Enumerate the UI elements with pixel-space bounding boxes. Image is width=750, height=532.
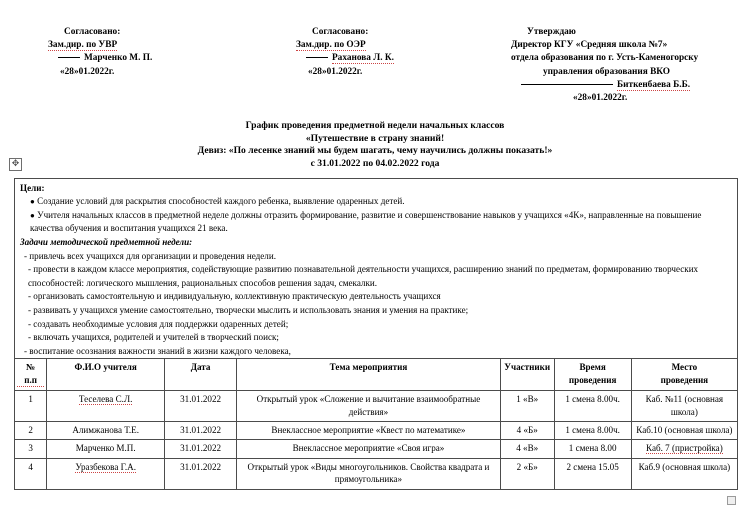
table-resize-handle[interactable]: [727, 496, 736, 505]
approval-right-person-text: Биткенбаева Б.Б.: [617, 79, 691, 90]
column-header-place-label: Место: [671, 362, 698, 373]
approval-middle-position-text: Зам.дир. по ОЭР: [296, 40, 366, 51]
approval-left-date: «28»01.2022г.: [60, 66, 115, 77]
goal-item-text: Учителя начальных классов в предметной неделе должны отразить формирование, развитие и совершенствование навыков у учащихся «4К», направленные на повышение качества обучения и воспитания учащихся 21 века.: [30, 209, 702, 234]
task-item: - включать учащихся, родителей и учителей в творческий поиск;: [28, 332, 279, 343]
cell-teacher: Марченко М.П.: [47, 440, 165, 458]
column-header-time-label: Время: [579, 362, 606, 373]
approval-middle-date: «28»01.2022г.: [308, 66, 363, 77]
cell-participants: 4 «Б»: [500, 421, 554, 439]
schedule-table: [14, 358, 738, 489]
cell-participants: 1 «В»: [500, 391, 554, 422]
cell-date: 31.01.2022: [165, 391, 237, 422]
goal-item-text: Создание условий для раскрытия способностей каждого ребенка, выявление одаренных детей.: [37, 196, 405, 207]
title-period: с 31.01.2022 по 04.02.2022 года: [310, 158, 440, 169]
cell-theme: Открытый урок «Виды многоугольников. Свойства квадрата и прямоугольника»: [237, 458, 501, 489]
column-header-time-sub: проведения: [568, 374, 617, 385]
cell-number: 2: [15, 421, 47, 439]
approval-middle-person-text: Раханова Л. К.: [332, 53, 394, 64]
goals-tasks-box: [14, 178, 738, 359]
cell-number: 4: [15, 458, 47, 489]
approval-right-date: «28»01.2022г.: [573, 93, 628, 104]
column-header-date-label: Дата: [190, 362, 211, 373]
cell-place-text: Каб. 7 (пристройка): [646, 443, 723, 454]
goal-item: [20, 195, 732, 209]
approval-header: [0, 0, 750, 105]
approval-left-title: Согласовано:: [64, 27, 121, 37]
table-header-row: [15, 359, 738, 391]
cell-time: 1 смена 8.00ч.: [554, 421, 631, 439]
title-line-1: График проведения предметной недели начальных классов: [245, 120, 505, 132]
title-motto: Девиз: «По лесенке знаний мы будем шагать, чему научились должны показать!»: [197, 145, 553, 157]
approval-left-position: [48, 39, 260, 52]
column-header-place: [631, 359, 737, 391]
cell-theme: Внеклассное мероприятие «Своя игра»: [237, 440, 501, 458]
column-header-time: [554, 359, 631, 391]
cell-participants: 2 «Б»: [500, 458, 554, 489]
approval-block-left: [10, 26, 260, 105]
column-header-participants: [500, 359, 554, 391]
approval-middle-position: [296, 39, 455, 52]
table-row: [15, 391, 738, 422]
tasks-heading: Задачи методической предметной недели:: [20, 236, 193, 247]
cell-date: 31.01.2022: [165, 440, 237, 458]
cell-number: 1: [15, 391, 47, 422]
task-item: - провести в каждом классе мероприятия, содействующие развитию познавательной деятельности учащихся, расширению знаний по предметам, формированию творческих способностей: логического мышления, рациональных способов решения задач, смекалки.: [28, 264, 699, 288]
cell-place: Каб. №11 (основная школа): [631, 391, 737, 422]
task-item: - организовать самостоятельную и индивидуальную, коллективную практическую деятельность учащихся: [28, 291, 441, 302]
goals-heading: Цели:: [20, 182, 45, 193]
table-move-handle[interactable]: ✥: [9, 158, 22, 171]
column-header-participants-label: Участники: [504, 362, 551, 373]
cell-time: 2 смена 15.05: [554, 458, 631, 489]
column-header-theme: [237, 359, 501, 391]
approval-block-middle: [260, 26, 455, 105]
column-header-place-sub: проведения: [660, 374, 709, 385]
task-item: - воспитание осознания важности знаний в жизни каждого человека,: [24, 345, 291, 356]
bullet-icon: ●: [30, 210, 35, 220]
column-header-date: [165, 359, 237, 391]
approval-left-person: [48, 52, 260, 65]
column-header-number-sub: п.п: [17, 374, 44, 387]
approval-middle-title: Согласовано:: [312, 27, 369, 37]
document-title-block: [0, 120, 750, 170]
approval-block-right: [455, 26, 740, 105]
signature-line: [58, 57, 80, 58]
table-row: [15, 440, 738, 458]
goal-item: [20, 209, 732, 236]
column-header-teacher-label: Ф.И.О учителя: [74, 362, 137, 373]
approval-right-line1: Директор КГУ «Средняя школа №7»: [511, 40, 668, 51]
title-line-2: «Путешествие в страну знаний!: [305, 132, 445, 144]
cell-teacher: Алимжанова Т.Е.: [47, 421, 165, 439]
cell-teacher: [47, 458, 165, 489]
cell-teacher-text: Теселева С.Л.: [78, 394, 133, 405]
column-header-number-label: №: [26, 362, 36, 373]
column-header-number: [15, 359, 47, 391]
approval-right-title: Утверждаю: [527, 27, 576, 37]
column-header-theme-label: Тема мероприятия: [329, 362, 408, 373]
cell-date: 31.01.2022: [165, 458, 237, 489]
approval-right-line2: отдела образования по г. Усть-Каменогорску: [511, 53, 699, 64]
task-item: - развивать у учащихся умение самостоятельно, творчески мыслить и использовать знания и умения на практике;: [28, 304, 469, 315]
cell-teacher-text: Уразбекова Г.А.: [75, 461, 137, 472]
cell-theme: Внеклассное мероприятие «Квест по математике»: [237, 421, 501, 439]
cell-place: Каб.10 (основная школа): [631, 421, 737, 439]
signature-line: [521, 84, 613, 85]
approval-right-line3: управления образования ВКО: [543, 66, 671, 77]
cell-theme: Открытый урок «Сложение и вычитание взаимообратные действия»: [237, 391, 501, 422]
cell-time: 1 смена 8.00: [554, 440, 631, 458]
cell-time: 1 смена 8.00ч.: [554, 391, 631, 422]
signature-line: [306, 57, 328, 58]
cell-place: Каб.9 (основная школа): [631, 458, 737, 489]
approval-right-person: [511, 79, 740, 92]
bullet-icon: ●: [30, 197, 35, 207]
approval-left-position-text: Зам.дир. по УВР: [48, 40, 118, 51]
cell-teacher: [47, 391, 165, 422]
task-item: - привлечь всех учащихся для организации и проведения недели.: [24, 250, 276, 261]
cell-participants: 4 «В»: [500, 440, 554, 458]
approval-middle-person: [296, 52, 455, 65]
task-item: - создавать необходимые условия для поддержки одаренных детей;: [28, 318, 289, 329]
approval-left-person-text: Марченко М. П.: [84, 53, 153, 64]
column-header-teacher: [47, 359, 165, 391]
cell-number: 3: [15, 440, 47, 458]
table-row: [15, 458, 738, 489]
cell-place: [631, 440, 737, 458]
cell-date: 31.01.2022: [165, 421, 237, 439]
table-row: [15, 421, 738, 439]
